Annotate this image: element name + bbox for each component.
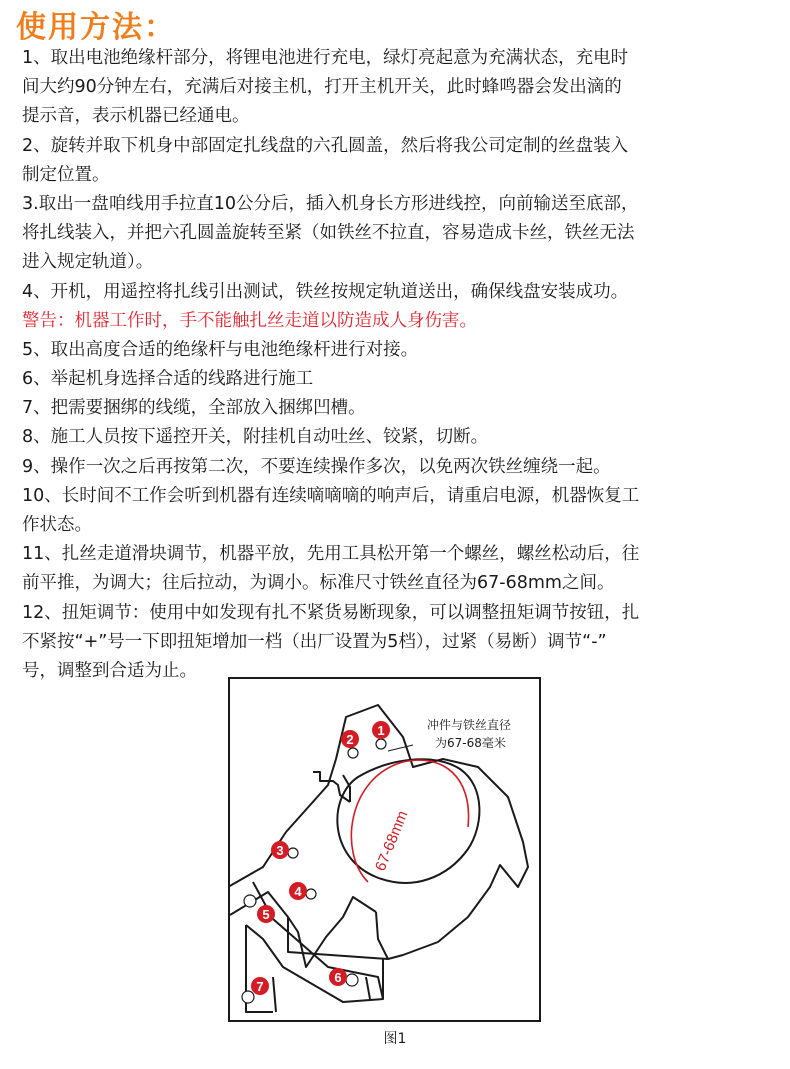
marker-4 xyxy=(289,882,307,900)
instruction-line: 制定位置。 xyxy=(22,164,110,185)
instruction-line: 5、取出高度合适的绝缘杆与电池绝缘杆进行对接。 xyxy=(22,339,419,360)
dimension-label: 67-68mm xyxy=(371,808,412,874)
instruction-line: 7、把需要捆绑的线缆，全部放入捆绑凹槽。 xyxy=(22,398,366,419)
instruction-line: 8、施工人员按下遥控开关，附挂机自动吐丝、铰紧，切断。 xyxy=(22,427,489,448)
instruction-line: 前平推，为调大；往后拉动，为调小。标准尺寸铁丝直径为67-68mm之间。 xyxy=(22,573,615,594)
instruction-line: 不紧按“+”号一下即扭矩增加一档（出厂设置为5档），过紧（易断）调节“-” xyxy=(22,631,607,652)
page-title: 使用方法： xyxy=(16,10,176,45)
instruction-line: 1、取出电池绝缘杆部分，将锂电池进行充电，绿灯亮起意为充满状态，充电时 xyxy=(22,48,629,68)
svg-text:2: 2 xyxy=(346,732,354,747)
instruction-line: 号，调整到合适为止。 xyxy=(22,660,197,681)
instruction-list xyxy=(22,44,782,686)
svg-text:3: 3 xyxy=(276,843,284,858)
instruction-line: 2、旋转并取下机身中部固定扎线盘的六孔圆盖，然后将我公司定制的丝盘装入 xyxy=(22,135,629,156)
screw-hole xyxy=(376,739,386,749)
instruction-line: 12、扭矩调节：使用中如发现有扎不紧货易断现象，可以调整扭矩调节按钮，扎 xyxy=(22,602,640,623)
warning-line: 警告：机器工作时，手不能触扎丝走道以防造成人身伤害。 xyxy=(22,310,477,331)
svg-text:5: 5 xyxy=(262,907,270,922)
instruction-line: 9、操作一次之后再按第二次，不要连续操作多次，以免两次铁丝缠绕一起。 xyxy=(22,456,611,477)
screw-hole xyxy=(346,974,358,986)
figure-caption: 图1 xyxy=(383,1031,407,1047)
instruction-line: 作状态。 xyxy=(22,515,92,535)
instruction-line: 进入规定轨道）。 xyxy=(22,252,154,273)
marker-5 xyxy=(257,905,275,923)
marker-2 xyxy=(341,730,359,748)
svg-text:7: 7 xyxy=(256,979,264,994)
instruction-line: 3.取出一盘咱线用手拉直10公分后，插入机身长方形进线控，向前输送至底部， xyxy=(22,193,639,214)
marker-1 xyxy=(372,721,390,739)
screw-hole xyxy=(288,848,298,858)
screw-hole xyxy=(242,991,254,1003)
instruction-line: 4、开机，用遥控将扎线引出测试，铁丝按规定轨道送出，确保线盘安装成功。 xyxy=(22,281,629,302)
machine-diagram xyxy=(228,677,541,1022)
screw-hole xyxy=(348,748,358,758)
screw-hole xyxy=(244,895,256,907)
instruction-line: 11、扎丝走道滑块调节，机器平放，先用工具松开第一个螺丝，螺丝松动后，往 xyxy=(22,544,640,565)
instruction-line: 将扎线装入，并把六孔圆盖旋转至紧（如铁丝不拉直，容易造成卡丝，铁丝无法 xyxy=(22,223,635,244)
svg-text:6: 6 xyxy=(334,970,342,985)
instruction-line: 6、举起机身选择合适的线路进行施工 xyxy=(22,369,314,390)
instruction-line: 提示音，表示机器已经通电。 xyxy=(22,106,250,127)
marker-6 xyxy=(329,968,347,986)
marker-7 xyxy=(251,977,269,995)
instruction-line: 10、长时间不工作会听到机器有连续嘀嘀嘀的响声后，请重启电源，机器恢复工 xyxy=(22,485,640,506)
instruction-line: 间大约90分钟左右，充满后对接主机，打开主机开关，此时蜂鸣器会发出滴的 xyxy=(22,77,622,98)
svg-text:4: 4 xyxy=(294,884,302,899)
diameter-note-line1: 冲件与铁丝直径 xyxy=(427,718,512,732)
svg-text:1: 1 xyxy=(377,723,385,738)
screw-hole xyxy=(306,889,316,899)
marker-3 xyxy=(271,841,289,859)
diameter-note-line2: 为67-68毫米 xyxy=(435,736,506,750)
